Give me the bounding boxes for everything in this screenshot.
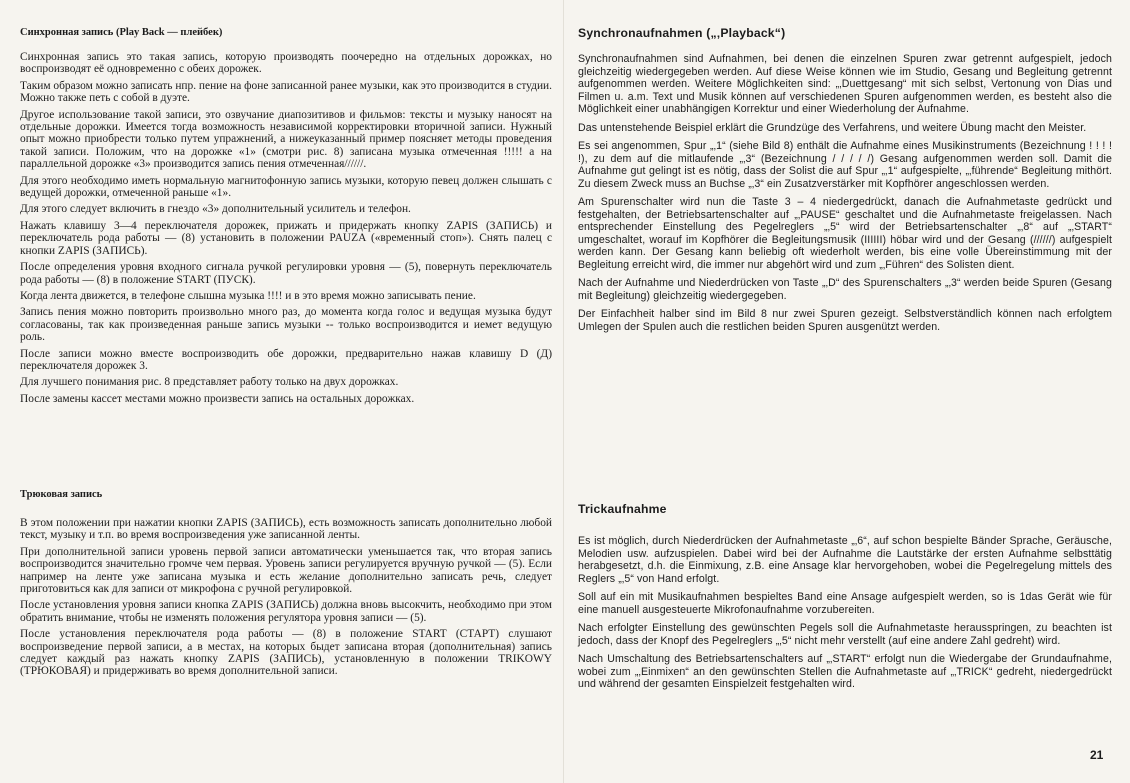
- section-title-trick-recording-ru: Трюковая запись: [20, 489, 103, 500]
- paragraph: После записи можно вместе воспроизводить обе дорожки, предварительно нажав клавишу D (Д) переключателя дорожек 3.: [20, 347, 552, 372]
- paragraph: Der Einfachheit halber sind im Bild 8 nur zwei Spuren gezeigt. Selbstverständlich können nach erfolgtem Umlegen der Spulen auch die restlichen beiden Spuren ausgenützt werden.: [578, 308, 1112, 333]
- paragraph: Нажать клавишу 3—4 переключателя дорожек, прижать и придержать кнопку ZAPIS (ЗАПИСЬ) и переключатель рода работы — (8) установить в положении PAUZA («временный стоп»). Снять палец с кнопки ZAPIS (ЗАПИСЬ).: [20, 219, 552, 257]
- section-body-trick-recording-de: [578, 535, 1112, 697]
- section-title-synchronous-recording-de: Synchronaufnahmen („‚Playback“): [578, 26, 786, 40]
- paragraph: Когда лента движется, в телефоне слышна музыка !!!! и в это время можно записывать пение.: [20, 289, 476, 302]
- paragraph: Am Spurenschalter wird nun die Taste 3 – 4 niedergedrückt, danach die Aufnahmetaste gedrückt und festgehalten, der Betriebsartenschalter auf „‚PAUSE“ geschaltet und die Aufnahmetaste freigelassen. Nach entsprechender Einstellung des Pegelreglers „‚5“ wird der Betriebsartenschalter „‚8“ auf „‚START“ umgeschaltet, worauf im Kopfhörer die Begleitungsmusik (IIIIII) höbar wird und der Gesang (//////) aufgespielt werden kann. Der Gesang kann beliebig oft wiederholt werden, bis eine volle Übereinstimmung mit der Begleitung erreicht wird, die immer nur abgehört wird und zum „‚Führen“ des Solisten dient.: [578, 196, 1112, 271]
- paragraph: Для этого следует включить в гнездо «3» дополнительный усилитель и телефон.: [20, 203, 411, 216]
- paragraph: Для этого необходимо иметь нормальную магнитофонную запись музыки, которую певец должен слышать с ведущей дорожки, отмеченной раньше «1».: [20, 174, 552, 200]
- paragraph: После установления уровня записи кнопка ZAPIS (ЗАПИСЬ) должна вновь высокчить, необходимо при этом обратить внимание, чтобы не изменять положения регулятора уровня записи — (5).: [20, 599, 552, 624]
- paragraph: После установления переключателя рода работы — (8) в положение START (СТАРТ) слушают воспроизведение первой записи, а в местах, на которых быдет записана вторая (дополнительная) запись следует каждый раз нажать кнопку ZAPIS (ЗАПИСЬ), установленную в положении TRIKOWY (ТРЮКОВАЯ) и придерживать во время дополнительной записи.: [20, 628, 552, 678]
- paragraph: Es ist möglich, durch Niederdrücken der Aufnahmetaste „‚6“, auf schon bespielte Bänder Sprache, Geräusche, Melodien usw. aufzuspielen. Dabei wird bei der Aufnahme die Lautstärke der ersten Aufnahme selbsttätig herabgesetzt, d.h. die Einmixung, z.B. eine Ansage klar hervorgehoben, wobei die Pegelregelung mittels des Reglers „‚5“ von Hand erfolgt.: [578, 535, 1112, 585]
- paragraph: Das untenstehende Beispiel erklärt die Grundzüge des Verfahrens, und weitere Übung macht den Meister.: [578, 121, 1087, 134]
- section-title-trick-recording-de: Trickaufnahme: [578, 502, 667, 516]
- paragraph: Синхронная запись это такая запись, которую производять поочередно на отдельных дорожках, но воспроизводят её одновременно с обеих дорожек.: [20, 51, 552, 76]
- paragraph: Другое использование такой записи, это озвучание диапозитивов и фильмов: тексты и музыку наносят на отдельные дорожки. Имеется тогда возможность независимой корректировки вторичной записи. Нужный опыт можно приобрести только путем упражнений, а нижеуказанный пример поясняет методы проведения такой записи. Положим, что на дорожке «1» (смотри рис. 8) записана музыка отмеченная !!!!! а на параллельной дорожке «3» производится запись пения отмеченная//////.: [20, 108, 552, 171]
- section-body-trick-recording-ru: [20, 517, 552, 682]
- section-title-synchronous-recording-ru: Синхронная запись (Play Back — плейбек): [20, 27, 223, 38]
- paragraph: Soll auf ein mit Musikaufnahmen bespieltes Band eine Ansage aufgespielt werden, so is 1das Gerät wie für eine manuell ausgesteuerte Mikrofonaufnahme vorzubereiten.: [578, 591, 1112, 616]
- paragraph: Synchronaufnahmen sind Aufnahmen, bei denen die einzelnen Spuren zwar getrennt aufgespielt, jedoch gleichzeitig wiedergegeben werden. Auf diese Weise können wie im Studio, Gesang und Begleitung getrennt aufgenommen werden. Weitere Möglichkeiten sind: „‚Duettgesang“ mit sich selbst, Vertonung von Dias und Filmen u. a.m. Text und Musik können auf verschiedenen Spuren aufgenommen werden, es besteht also die Möglichkeit einer unabhängigen Korrektur und einer Wiederholung der Aufnahme.: [578, 53, 1112, 115]
- section-body-synchronous-recording-ru: [20, 51, 552, 409]
- paragraph: После замены кассет местами можно произвести запись на остальных дорожках.: [20, 392, 415, 405]
- paragraph: Nach erfolgter Einstellung des gewünschten Pegels soll die Aufnahmetaste herausspringen, zu beachten ist jedoch, dass der Knopf des Pegelreglers „‚5“ nicht mehr verstellt (auf eine andere Zahl gedreht) wird.: [578, 622, 1112, 647]
- paragraph: После определения уровня входного сигнала ручкой регулировки уровня — (5), повернуть переключатель рода работы — (8) в положение START (ПУСК).: [20, 261, 552, 286]
- paragraph: Для лучшего понимания рис. 8 представляет работу только на двух дорожках.: [20, 376, 399, 389]
- paragraph: В этом положении при нажатии кнопки ZAPIS (ЗАПИСЬ), есть возможность записать дополнительно любой текст, музыку и т.п. во время воспроизведения уже записанной ленты.: [20, 517, 552, 542]
- paragraph: Запись пения можно повторить произвольно много раз, до момента когда голос и ведущая музыка будут согласованы, так как произведенная раньше запись музыки -- только воспроизводится и иемет ведущую роль.: [20, 306, 552, 344]
- paragraph: При дополнительной записи уровень первой записи автоматически уменьшается так, что вторая запись воспроизводится значительно громче чем первая. Уровень записи регулируется вручную ручкой — (5). Если например на ленте уже записана музыка и есть желание дополнительно записать речь, следует приготовиться как для записи от микрофона с ручной регулировкой.: [20, 545, 552, 596]
- page-number: 21: [1090, 748, 1104, 762]
- section-body-synchronous-recording-de: [578, 53, 1112, 339]
- page-gutter: [563, 0, 564, 783]
- paragraph: Таким образом можно записать нпр. пение на фоне записанной ранее музыки, как это производится в студии. Можно также петь с собой в дуэте.: [20, 79, 552, 105]
- paragraph: Es sei angenommen, Spur „‚1“ (siehe Bild 8) enthält die Aufnahme eines Musikinstruments (Bezeichnung ! ! ! ! !), zu dem auf die mitlaufende „‚3“ (Bezeichnung / / / / /) Gesang aufgenommen werden soll. Damit die Aufnahme gut gelingt ist es nötig, dass der Solist die auf Spur „‚1“ aufgespielte, „‚führende“ Begleitung mithört. Zu diesem Zweck muss an Buchse „‚3“ ein Zusatzverstärker mit Kopfhörer angeschlossen werden.: [578, 140, 1112, 190]
- paragraph: Nach der Aufnahme und Niederdrücken von Taste „‚D“ des Spurenschalters „‚3“ werden beide Spuren (Gesang mit Begleitung) gleichzeitig wiedergegeben.: [578, 277, 1112, 302]
- paragraph: Nach Umschaltung des Betriebsartenschalters auf „‚START“ erfolgt nun die Wiedergabe der Grundaufnahme, wobei zum „‚Einmixen“ an den gewünschten Stellen die Aufnahmetaste auf „‚TRICK“ gedreht, niedergedrückt und während der gesamten Einspielzeit festgehalten wird.: [578, 653, 1112, 690]
